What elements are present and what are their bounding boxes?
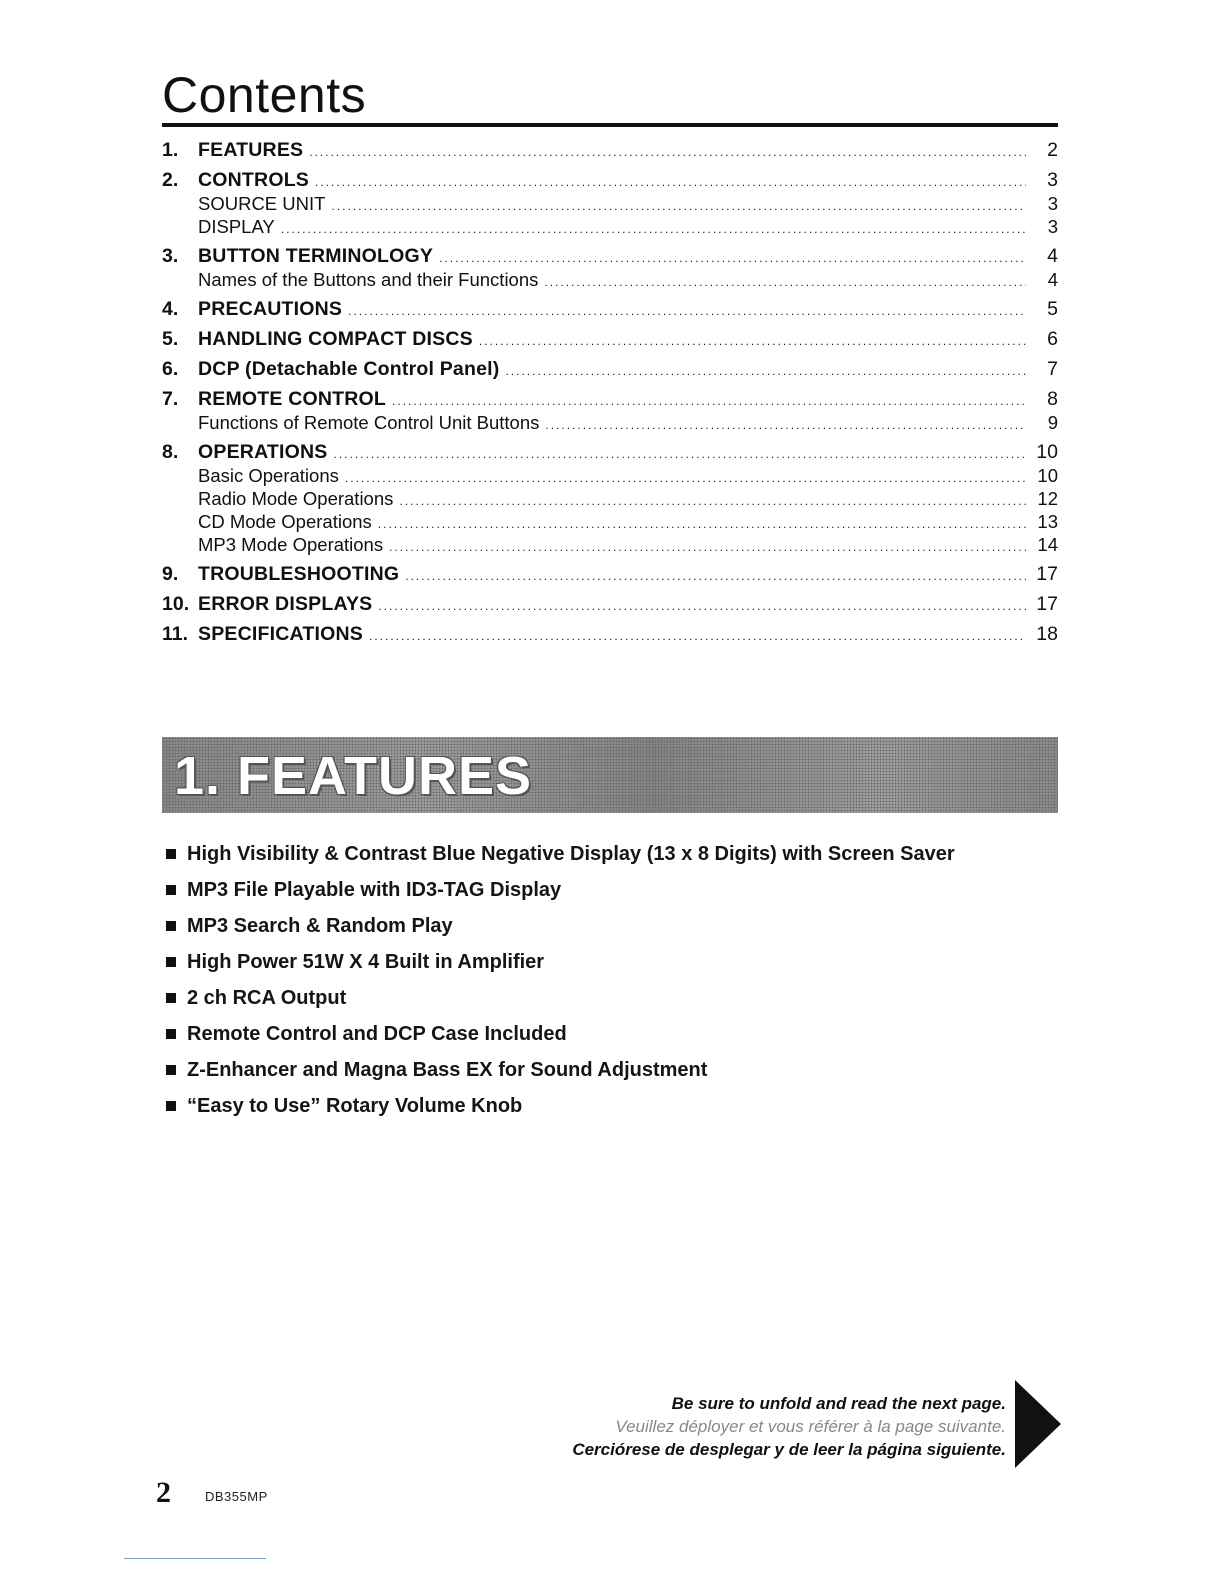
feature-text: 2 ch RCA Output (187, 986, 347, 1009)
feature-item (166, 1088, 1046, 1124)
toc-subentry (162, 487, 1058, 510)
toc-subentry (162, 215, 1058, 238)
toc-leader (378, 513, 1026, 536)
toc-entry (162, 327, 1058, 351)
square-bullet-icon (166, 957, 176, 967)
square-bullet-icon (166, 849, 176, 859)
toc-entry (162, 244, 1058, 268)
square-bullet-icon (166, 921, 176, 931)
toc-section (162, 592, 1058, 616)
toc-leader (399, 490, 1026, 513)
page-number: 2 (156, 1476, 171, 1509)
toc-leader (392, 389, 1026, 413)
toc-entry (162, 168, 1058, 192)
toc-entry-page: 3 (1047, 169, 1058, 191)
toc-entry (162, 138, 1058, 162)
toc-entry-page: 18 (1036, 623, 1058, 645)
feature-item (166, 1016, 1046, 1052)
square-bullet-icon (166, 993, 176, 1003)
page-title: Contents (162, 67, 367, 123)
toc-leader (309, 140, 1026, 164)
feature-text: High Power 51W X 4 Built in Amplifier (187, 950, 545, 973)
notice-french: Veuillez déployer et vous référer à la page suivante. (615, 1417, 1006, 1436)
feature-item (166, 908, 1046, 944)
toc-entry-number: 8. (162, 441, 179, 463)
toc-entry-label: SPECIFICATIONS (198, 623, 363, 645)
toc-leader (345, 467, 1026, 490)
toc-section (162, 357, 1058, 381)
toc-subentry-page: 14 (1037, 534, 1058, 555)
toc-subentry (162, 411, 1058, 434)
notice-spanish: Cerciórese de desplegar y de leer la página siguiente. (572, 1440, 1006, 1459)
feature-text: Z-Enhancer and Magna Bass EX for Sound Adjustment (187, 1058, 708, 1081)
toc-subentry-label: MP3 Mode Operations (198, 534, 384, 555)
toc-subentry (162, 464, 1058, 487)
feature-item (166, 1052, 1046, 1088)
features-list (166, 836, 1046, 1124)
toc-subentry (162, 533, 1058, 556)
toc-entry (162, 562, 1058, 586)
toc-entry-page: 8 (1047, 388, 1058, 410)
toc-subentry-label: Basic Operations (198, 465, 339, 486)
toc-section (162, 138, 1058, 162)
features-banner-title: 1. FEATURES (174, 746, 533, 806)
feature-text: “Easy to Use” Rotary Volume Knob (187, 1094, 523, 1117)
toc-entry (162, 440, 1058, 464)
toc-entry-label: BUTTON TERMINOLOGY (198, 245, 434, 267)
toc-leader (479, 329, 1026, 353)
toc-leader (369, 624, 1026, 648)
toc-leader (505, 359, 1026, 383)
toc-leader (315, 170, 1026, 194)
feature-item (166, 872, 1046, 908)
feature-text: Remote Control and DCP Case Included (187, 1022, 567, 1045)
toc-entry-label: TROUBLESHOOTING (198, 563, 400, 585)
toc-entry-label: DCP (Detachable Control Panel) (198, 358, 500, 380)
toc-entry-label: PRECAUTIONS (198, 298, 343, 320)
toc-entry (162, 357, 1058, 381)
toc-entry-label: REMOTE CONTROL (198, 388, 387, 410)
toc-entry-page: 17 (1036, 593, 1058, 615)
toc-entry-label: OPERATIONS (198, 441, 328, 463)
toc-subentry-label: Radio Mode Operations (198, 488, 394, 509)
toc-subentry-page: 3 (1047, 216, 1058, 237)
toc-subentry-page: 10 (1037, 465, 1058, 486)
toc-entry (162, 387, 1058, 411)
toc-section (162, 387, 1058, 434)
notice-english: Be sure to unfold and read the next page. (671, 1394, 1006, 1413)
feature-item (166, 980, 1046, 1016)
features-banner (162, 737, 1058, 813)
feature-text: High Visibility & Contrast Blue Negative Display (13 x 8 Digits) with Screen Saver (187, 842, 955, 865)
toc-entry-page: 10 (1036, 441, 1058, 463)
unfold-notice (572, 1392, 1006, 1461)
toc-entry-page: 5 (1047, 298, 1058, 320)
toc-section (162, 622, 1058, 646)
toc-entry-label: CONTROLS (198, 169, 310, 191)
toc-section (162, 297, 1058, 321)
toc-entry-number: 3. (162, 245, 179, 267)
edge-line (124, 1558, 266, 1559)
toc-subentry-page: 13 (1037, 511, 1058, 532)
toc-leader (389, 536, 1026, 559)
toc-subentry-label: Names of the Buttons and their Functions (198, 269, 539, 290)
toc-subentry (162, 192, 1058, 215)
toc-entry (162, 297, 1058, 321)
toc-entry (162, 592, 1058, 616)
toc-subentry-page: 4 (1047, 269, 1058, 290)
toc-entry (162, 622, 1058, 646)
toc-entry-label: FEATURES (198, 139, 304, 161)
toc-entry-page: 6 (1047, 328, 1058, 350)
toc-entry-number: 4. (162, 298, 179, 320)
toc-subentry (162, 510, 1058, 533)
square-bullet-icon (166, 1101, 176, 1111)
toc-leader (405, 564, 1026, 588)
title-rule (162, 123, 1058, 127)
feature-item (166, 836, 1046, 872)
toc-subentry-label: DISPLAY (198, 216, 275, 237)
toc-entry-page: 4 (1047, 245, 1058, 267)
toc-entry-page: 17 (1036, 563, 1058, 585)
toc-leader (333, 442, 1026, 466)
toc-entry-number: 1. (162, 139, 179, 161)
toc-subentry-page: 12 (1037, 488, 1058, 509)
square-bullet-icon (166, 885, 176, 895)
toc-subentry-page: 3 (1047, 193, 1058, 214)
toc-subentry (162, 268, 1058, 291)
toc-section (162, 562, 1058, 586)
toc-entry-number: 9. (162, 563, 179, 585)
model-number: DB355MP (205, 1489, 268, 1504)
toc-subentry-label: SOURCE UNIT (198, 193, 326, 214)
toc-leader (378, 594, 1026, 618)
toc-leader (331, 195, 1026, 218)
square-bullet-icon (166, 1065, 176, 1075)
toc-entry-number: 2. (162, 169, 179, 191)
toc-entry-number: 6. (162, 358, 179, 380)
toc-entry-number: 5. (162, 328, 179, 350)
next-page-arrow-icon (1015, 1380, 1061, 1468)
toc-section (162, 244, 1058, 291)
toc-leader (544, 271, 1026, 294)
toc-subentry-label: Functions of Remote Control Unit Buttons (198, 412, 540, 433)
toc-entry-label: HANDLING COMPACT DISCS (198, 328, 473, 350)
toc-entry-page: 2 (1047, 139, 1058, 161)
toc-leader (545, 414, 1026, 437)
toc-leader (439, 246, 1026, 270)
toc-section (162, 327, 1058, 351)
toc-entry-number: 7. (162, 388, 179, 410)
toc-section (162, 168, 1058, 238)
toc-subentry-label: CD Mode Operations (198, 511, 372, 532)
toc-subentry-page: 9 (1047, 412, 1058, 433)
toc-entry-number: 10. (162, 593, 190, 615)
table-of-contents (162, 138, 1058, 646)
toc-entry-page: 7 (1047, 358, 1058, 380)
toc-leader (281, 218, 1026, 241)
toc-entry-number: 11. (162, 623, 189, 645)
feature-item (166, 944, 1046, 980)
toc-leader (348, 299, 1026, 323)
square-bullet-icon (166, 1029, 176, 1039)
feature-text: MP3 Search & Random Play (187, 914, 453, 937)
feature-text: MP3 File Playable with ID3-TAG Display (187, 878, 562, 901)
toc-entry-label: ERROR DISPLAYS (198, 593, 373, 615)
toc-section (162, 440, 1058, 556)
